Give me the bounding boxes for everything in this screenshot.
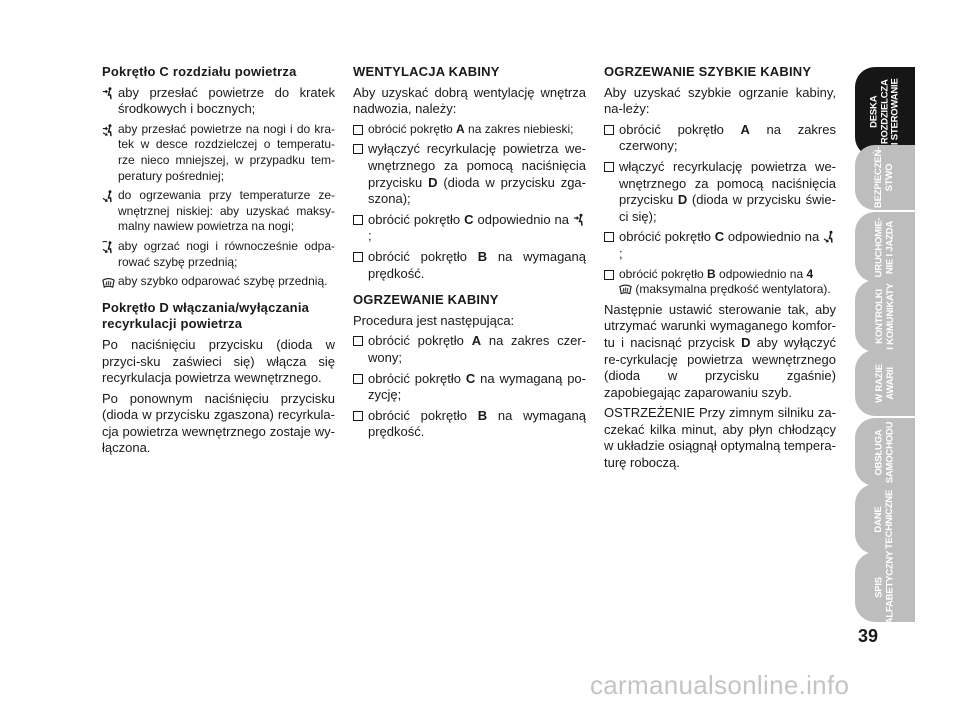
checkbox-bullet-icon <box>353 125 363 135</box>
list-item: do ogrzewania przy temperaturze ze-wnętrznej niskiej: aby uzyskać maksy-malny nawiew powietrza na nogi; <box>102 188 335 235</box>
section-heading-ventilation: WENTYLACJA KABINY <box>353 64 500 79</box>
checkbox-bullet-icon <box>353 336 363 346</box>
watermark: carmanualsonline.info <box>590 670 850 700</box>
tab-dane-techniczne[interactable]: DANE TECHNICZNE <box>855 484 915 554</box>
vent-face-feet-icon <box>102 123 115 137</box>
list-item: obrócić pokrętło B na wymaganą prędkość. <box>353 408 586 441</box>
column-middle <box>353 64 586 441</box>
tab-bezpieczenstwo[interactable]: BEZPIECZEŃ- STWO <box>855 145 915 210</box>
warning-paragraph: OSTRZEŻENIE Przy zimnym silniku za-czekać kilka minut, aby płyn chłodzący w układzie osiągnął optymalną tempera-turę roboczą. <box>604 405 836 471</box>
paragraph: Po naciśnięciu przycisku (dioda w przyci-sku zaświeci się) włącza się recyrkulacja powietrza wewnętrznego. <box>102 336 335 386</box>
section-heading-quick-heating: OGRZEWANIE SZYBKIE KABINY <box>604 64 812 79</box>
checkbox-bullet-icon <box>604 270 614 280</box>
list-item: aby szybko odparować szybę przednią. <box>102 274 335 290</box>
paragraph: Aby uzyskać szybkie ogrzanie kabiny, na-leży: <box>604 84 836 117</box>
vent-feet-windscreen-icon <box>102 240 115 254</box>
list-item: obrócić pokrętło B odpowiednio na 4 (maksymalna prędkość wentylatora). <box>604 267 836 298</box>
list-item: wyłączyć recyrkulację powietrza we-wnętrznego za pomocą naciśnięcia przycisku D (dioda w przycisku zga-szona); <box>353 141 586 207</box>
list-item: obrócić pokrętło A na zakres czer-wony; <box>353 333 586 366</box>
list-item: obrócić pokrętło A na zakres niebieski; <box>353 122 586 138</box>
checkbox-bullet-icon <box>604 162 614 172</box>
checkbox-bullet-icon <box>353 252 363 262</box>
vent-feet-icon <box>823 230 836 243</box>
list-item: obrócić pokrętło C odpowiednio na ; <box>604 229 836 262</box>
vent-face-icon <box>573 213 586 226</box>
tab-obsluga-samochodu[interactable]: OBSŁUGA SAMOCHODU <box>855 418 915 486</box>
list-item: obrócić pokrętło B na wymaganą prędkość. <box>353 249 586 282</box>
tab-kontrolki-i-komunikaty[interactable]: KONTROLKI I KOMUNIKATY <box>855 280 915 352</box>
checkbox-bullet-icon <box>353 411 363 421</box>
checkbox-bullet-icon <box>604 125 614 135</box>
vent-face-icon <box>102 86 115 100</box>
page-number: 39 <box>858 626 879 646</box>
list-item: obrócić pokrętło A na zakres czerwony; <box>604 122 836 155</box>
checkbox-bullet-icon <box>604 232 614 242</box>
defrost-windscreen-icon <box>102 275 115 289</box>
checkbox-bullet-icon <box>353 144 363 154</box>
tab-deska-rozdzielcza[interactable]: DESKA ROZDZIELCZA STEROWANIE <box>855 67 915 157</box>
checkbox-bullet-icon <box>353 374 363 384</box>
list-item: włączyć recyrkulację powietrza we-wnętrznego za pomocą naciśnięcia przycisku D (dioda w przycisku świe-ci się); <box>604 159 836 225</box>
list-item: obrócić pokrętło C odpowiednio na ; <box>353 212 586 245</box>
vent-feet-icon <box>102 189 115 203</box>
checkbox-bullet-icon <box>353 215 363 225</box>
section-heading-air-distribution: Pokrętło C rozdziału powietrza <box>102 64 297 79</box>
section-heading-heating: OGRZEWANIE KABINY <box>353 292 499 308</box>
paragraph: Aby uzyskać dobrą wentylację wnętrza nadwozia, należy: <box>353 84 586 117</box>
list-item: aby ogrzać nogi i równocześnie odpa-rować szybę przednią; <box>102 239 335 270</box>
column-left <box>102 64 335 457</box>
tab-uruchomienie-i-jazda[interactable]: URUCHOMIE- NIE I JAZDA <box>855 212 915 282</box>
paragraph: Po ponownym naciśnięciu przycisku (dioda w przycisku zgaszona) recyrkula-cja powietrza wewnętrznego zostaje wy-łączona. <box>102 390 335 456</box>
column-right <box>604 64 836 472</box>
list-item: obrócić pokrętło C na wymaganą po-zycję; <box>353 371 586 404</box>
tab-w-razie-awarii[interactable]: W RAZIE AWARII <box>855 350 915 416</box>
tab-spis-alfabetyczny[interactable]: SPIS ALFABETYCZNY <box>855 552 915 622</box>
section-heading-recirculation: Pokrętło D włączania/wyłączania recyrkulacji powietrza <box>102 299 310 332</box>
list-item: aby przesłać powietrze do kratek środkowych i bocznych; <box>102 85 335 118</box>
paragraph: Procedura jest następująca: <box>353 312 515 328</box>
list-item: aby przesłać powietrze na nogi i do kra-tek w desce rozdzielczej o temperatu-rze nieco mniejszej, w przypadku tem-peratury pośredniej; <box>102 122 335 184</box>
defrost-windscreen-icon <box>619 282 632 295</box>
paragraph: Następnie ustawić sterowanie tak, aby utrzymać warunki wymaganego komfor-tu i nacisnąć przycisk D aby wyłączyć re-cyrkulację powietrza wewnętrznego (dioda w przycisku zgaśnie) zapobiegając zaparowaniu szyb. <box>604 301 836 400</box>
